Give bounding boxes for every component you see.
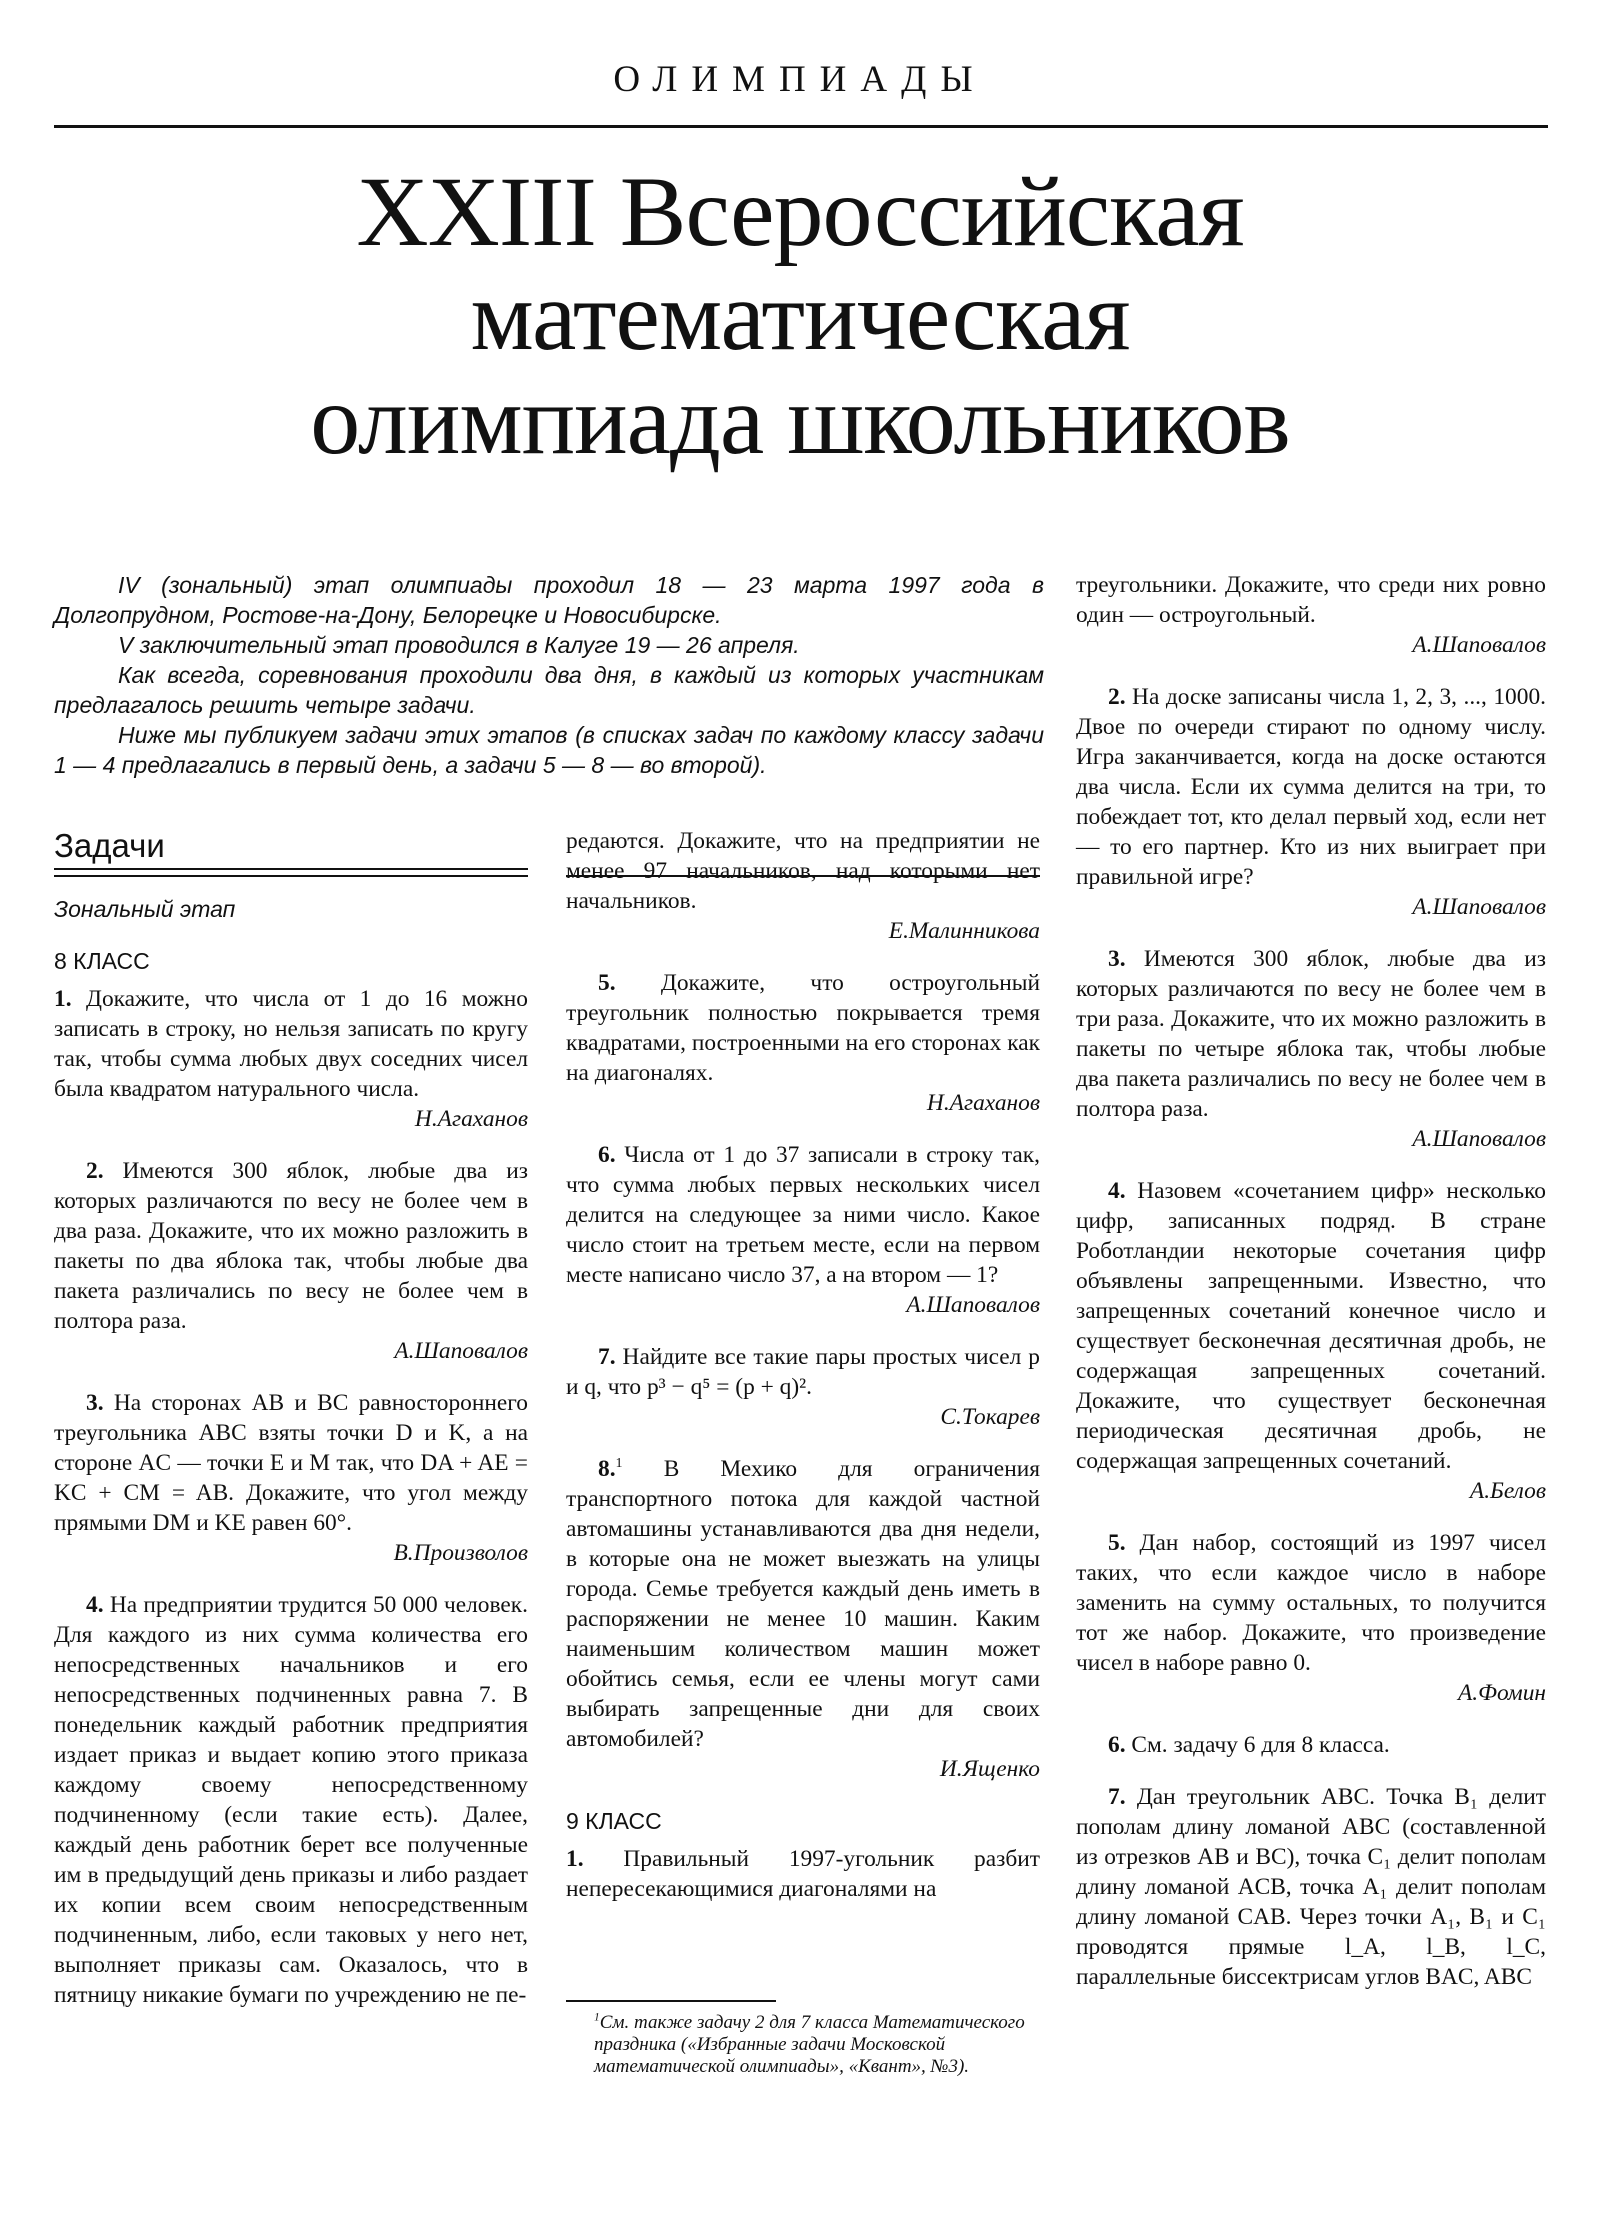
- problem-author: А.Шаповалов: [1412, 632, 1546, 658]
- footnote: [566, 2000, 1040, 2078]
- problem-author: Е.Малинникова: [888, 918, 1040, 944]
- footnote-text: См. также задачу 2 для 7 класса Математического праздника («Избранные задачи Московской математической олимпиады», «Квант», №3).: [594, 2012, 1025, 2077]
- problem-author: А.Фомин: [1458, 1680, 1546, 1706]
- problem-number: 5.: [1108, 1530, 1126, 1556]
- problem-text: Дан треугольник ABC. Точка B₁ делит пополам длину ломаной ABC (составленной из отрезков AB и BC), точка C₁ делит пополам длину ломаной ACB, точка A₁ делит пополам длину ломаной CAB. Через точки A₁, B₁ и C₁ проводятся прямые l_A, l_B, l_C, параллельные биссектрисам углов BAC, ABC: [1076, 1784, 1546, 1990]
- problem-8-6: [566, 1140, 1040, 1290]
- class-9-heading: 9 КЛАСС: [566, 1808, 662, 1834]
- problem-number: 1.: [566, 1846, 584, 1872]
- problem-author: А.Шаповалов: [394, 1338, 528, 1364]
- footnote-text-block: [566, 2012, 1040, 2078]
- problem-9-5: [1076, 1528, 1546, 1678]
- problem-text: Найдите все такие пары простых чисел p и q, что p³ − q⁵ = (p + q)².: [566, 1344, 1040, 1400]
- problem-author: А.Шаповалов: [1412, 894, 1546, 920]
- problem-number: 7.: [1108, 1784, 1126, 1810]
- problem-author: Н.Агаханов: [414, 1106, 528, 1132]
- footnote-marker: 1: [615, 1455, 623, 1472]
- problem-author: А.Белов: [1469, 1478, 1546, 1504]
- problem-text: На доске записаны числа 1, 2, 3, ..., 1000. Двое по очереди стирают по одному числу. Игра заканчивается, когда на доске остаются два числа. Если их сумма делится на три, то побеждает тот, кто делал первый ход, если нет — то его партнер. Кто из них выиграет при правильной игре?: [1076, 684, 1546, 890]
- problem-text: Дан набор, состоящий из 1997 чисел таких, что если каждое число в наборе заменить на сумму остальных, то получится тот же набор. Докажите, что произведение чисел в наборе равно 0.: [1076, 1530, 1546, 1676]
- problem-number: 3.: [1108, 946, 1126, 972]
- footnote-rule: [566, 2000, 776, 2002]
- title-line-2: математическая: [470, 260, 1130, 371]
- title-line-1: XXIII Всероссийская: [356, 156, 1244, 267]
- intro-paragraph-2: V заключительный этап проводился в Калуге 19 — 26 апреля.: [118, 632, 800, 658]
- page-title: [0, 156, 1600, 475]
- problem-9-6: [1076, 1730, 1546, 1760]
- problem-text: Числа от 1 до 37 записали в строку так, что сумма любых первых нескольких чисел делится на следующее за ними число. Какое число стоит на третьем месте, если на первом месте написано число 37, а на втором — 1?: [566, 1142, 1040, 1288]
- section-label: ОЛИМПИАДЫ: [613, 59, 987, 100]
- problem-author: И.Ященко: [939, 1756, 1040, 1782]
- problem-9-2: [1076, 682, 1546, 892]
- intro-paragraph-1: IV (зональный) этап олимпиады проходил 18 — 23 марта 1997 года в Долгопрудном, Ростове-на-Дону, Белорецке и Новосибирске.: [54, 572, 1044, 628]
- problem-8-4-continued: редаются. Докажите, что на предприятии не менее 97 начальников, над которыми нет начальников.: [566, 828, 1040, 914]
- problem-text: Имеются 300 яблок, любые два из которых различаются по весу не более чем в два раза. Докажите, что их можно разложить в пакеты по два яблока так, чтобы любые два пакета различались по весу не более чем в полтора раза.: [54, 1158, 528, 1334]
- intro-paragraph-3: Как всегда, соревнования проходили два дня, в каждый из которых участникам предлагалось решить четыре задачи.: [54, 662, 1044, 718]
- problem-text: Имеются 300 яблок, любые два из которых различаются по весу не более чем в три раза. Докажите, что их можно разложить в пакеты по четыре яблока так, чтобы любые два пакета различались по весу не более чем в полтора раза.: [1076, 946, 1546, 1122]
- intro-paragraph-4: Ниже мы публикуем задачи этих этапов (в списках задач по каждому классу задачи 1 — 4 предлагались в первый день, а задачи 5 — 8 — во второй).: [54, 722, 1044, 778]
- problem-8-2: [54, 1156, 528, 1336]
- column-2: [566, 826, 1040, 1904]
- problem-text: См. задачу 6 для 8 класса.: [1131, 1732, 1390, 1758]
- problem-number: 6.: [598, 1142, 616, 1168]
- problem-8-8: [566, 1454, 1040, 1754]
- problem-9-1: [566, 1844, 1040, 1904]
- problem-author: В.Произволов: [393, 1540, 528, 1566]
- problem-number: 4.: [86, 1592, 104, 1618]
- problem-number: 2.: [86, 1158, 104, 1184]
- problem-9-3: [1076, 944, 1546, 1124]
- section-rule: [54, 868, 528, 870]
- problem-text: На сторонах AB и BC равностороннего треугольника ABC взяты точки D и K, а на стороне AC — точки E и M так, что DA + AE = KC + CM = AB.: [54, 1390, 528, 1506]
- problem-author: А.Шаповалов: [906, 1292, 1040, 1318]
- problem-8-1: [54, 984, 528, 1104]
- problem-number: 2.: [1108, 684, 1126, 710]
- problem-8-7: [566, 1342, 1040, 1402]
- problem-author: С.Токарев: [940, 1404, 1040, 1430]
- column-1: [54, 826, 528, 2010]
- problem-author: Н.Агаханов: [926, 1090, 1040, 1116]
- problem-text: Докажите, что остроугольный треугольник полностью покрывается тремя квадратами, построенными на его сторонах как на диагоналях.: [566, 970, 1040, 1086]
- problem-number: 8.: [598, 1456, 616, 1482]
- problem-9-1-continued: треугольники. Докажите, что среди них ровно один — остроугольный.: [1076, 572, 1546, 628]
- top-rule: [54, 125, 1548, 128]
- title-line-3: олимпиада школьников: [310, 364, 1290, 475]
- column-3: [1076, 570, 1546, 1992]
- problem-8-4: [54, 1590, 528, 2010]
- section-heading: Задачи: [54, 827, 165, 864]
- problem-text: Докажите, что числа от 1 до 16 можно записать в строку, но нельзя записать по кругу так, чтобы сумма любых двух соседних чисел была квадратом натурального числа.: [54, 986, 528, 1102]
- problem-9-4: [1076, 1176, 1546, 1476]
- column-1-top-rule: [54, 875, 528, 877]
- footnote-marker: 1: [594, 2011, 600, 2024]
- problem-8-3: [54, 1388, 528, 1538]
- problem-text: Назовем «сочетанием цифр» несколько цифр, записанных подряд. В стране Роботландии некоторые сочетания цифр объявлены запрещенными. Известно, что запрещенных сочетаний конечное число и существует бесконечная десятичная дробь, не содержащая запрещенных сочетаний. Докажите, что существует бесконечная периодическая десятичная дробь, не содержащая запрещенных сочетаний.: [1076, 1178, 1546, 1474]
- problem-text: Правильный 1997-угольник разбит непересекающимися диагоналями на: [566, 1846, 1040, 1902]
- intro-block: [54, 570, 1044, 780]
- problem-number: 5.: [598, 970, 616, 996]
- problem-number: 6.: [1108, 1732, 1126, 1758]
- problem-number: 3.: [86, 1390, 104, 1416]
- problem-8-5: [566, 968, 1040, 1088]
- problem-author: А.Шаповалов: [1412, 1126, 1546, 1152]
- problem-number: 4.: [1108, 1178, 1126, 1204]
- problem-text: На предприятии трудится 50 000 человек. Для каждого из них сумма количества его непосредственных начальников и его непосредственных подчиненных равна 7. В понедельник каждый работник предприятия издает приказ и выдает копию этого приказа каждому своему непосредственному подчиненному (если такие есть). Далее, каждый день работник берет все полученные им в предыдущий день приказы и либо раздает их копии всем своим непосредственным подчиненным, либо, если таковых у него нет, выполняет приказы сам. Оказалось, что в пятницу никакие бумаги по учреждению не пе-: [54, 1592, 528, 2008]
- problem-9-7: [1076, 1782, 1546, 1992]
- column-2-top-rule: [566, 875, 1040, 877]
- problem-number: 1.: [54, 986, 72, 1012]
- section-subheading: Зональный этап: [54, 896, 236, 922]
- problem-number: 7.: [598, 1344, 616, 1370]
- problem-text-continued: Докажите, что угол между прямыми DM и KE равен 60°.: [54, 1480, 528, 1536]
- problem-text: В Мехико для ограничения транспортного потока для каждой частной автомашины устанавливаются два дня недели, в которые она не может выезжать на улицы города. Семье требуется каждый день иметь в распоряжении не менее 10 машин. Каким наименьшим количеством машин может обойтись семья, если ее члены могут сами выбирать запрещенные дни для своих автомобилей?: [566, 1456, 1040, 1752]
- class-8-heading: 8 КЛАСС: [54, 948, 150, 974]
